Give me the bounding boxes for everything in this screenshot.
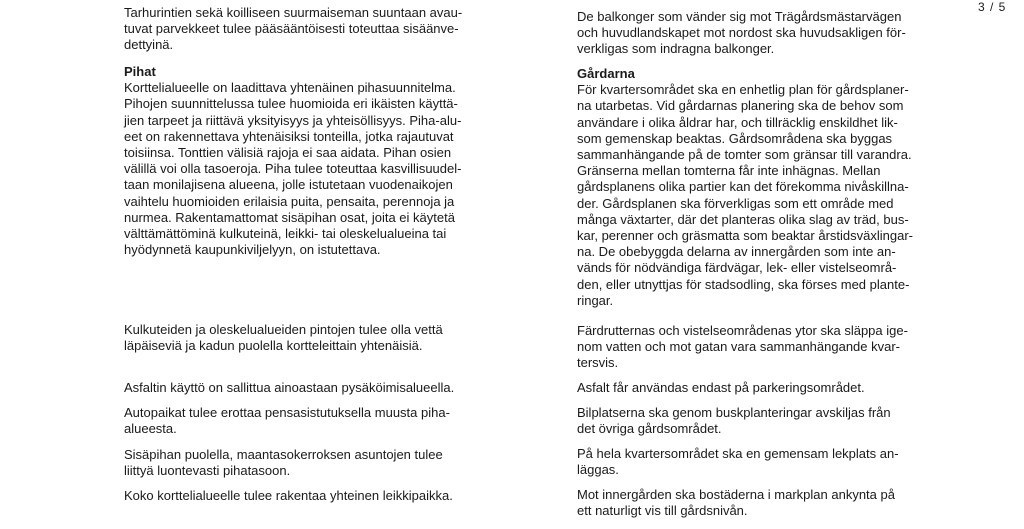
text-line: nurmea. Rakentamattomat sisäpihan osat, joita ei käytetä (124, 209, 455, 225)
text-line: toisiinsa. Tonttien välisiä rajoja ei saa aidata. Pihan osien (124, 145, 452, 161)
text-line: Koko korttelialueelle tulee rakentaa yhteinen leikkipaikka. (124, 488, 453, 503)
text-line: sammanhängande på de tomter som gränsar till varandra. (577, 147, 912, 163)
text-line: der. Gårdsplanen ska förverkligas som ett område med (577, 195, 894, 211)
text-line: ringar. (577, 292, 614, 308)
paragraph-parking (577, 405, 997, 437)
text-line: den, eller utnyttjas för stadsodling, ska förses med plante- (577, 276, 910, 292)
paragraph-surfaces (577, 323, 997, 372)
paragraph-intro (124, 5, 544, 54)
text-line: Mot innergården ska bostäderna i markplan ankynta på (577, 487, 895, 502)
text-line: vaihtelu huomioiden erilaisia puita, pensaita, perennoja ja (124, 193, 455, 209)
text-line: Autopaikat tulee erottaa pensasistutuksella muusta piha- (124, 405, 450, 420)
paragraph-asphalt (124, 380, 544, 396)
text-line: na. De obebyggda delarna av innergården som inte an- (577, 244, 896, 260)
text-line: taan monilajisena alueena, jolle istutetaan vuodenaikojen (124, 177, 453, 193)
section-heading: Pihat (124, 64, 156, 79)
paragraph-intro (577, 9, 997, 58)
text-line: många växtarter, där det planteras olika slag av träd, bus- (577, 211, 909, 227)
section-courtyards (577, 66, 997, 309)
text-line: na utarbetas. Vid gårdarnas planering ska de behov som (577, 98, 904, 114)
paragraph-playground (124, 488, 544, 504)
text-line: läpäiseviä ja kadun puolella kortteleittain yhtenäisiä. (124, 338, 423, 354)
text-line: För kvartersområdet ska en enhetlig plan för gårdsplaner- (577, 82, 909, 98)
text-line: Korttelialueelle on laadittava yhtenäinen pihasuunnitelma. (124, 80, 456, 96)
paragraph-asphalt (577, 380, 997, 396)
text-line: alueesta. (124, 421, 177, 437)
text-line: Bilplatserna ska genom buskplanteringar avskiljas från (577, 405, 891, 420)
text-line: och huvudlandskapet mot nordost ska huvudsakligen för- (577, 25, 906, 41)
text-line: Asfaltin käyttö on sallittua ainoastaan pysäköimisalueella. (124, 380, 455, 395)
text-line: tersvis. (577, 355, 619, 371)
text-line: kar, perenner och gräsmatta som beaktar årstidsväxlingar- (577, 228, 913, 244)
text-line: tuvat parvekkeet tulee pääsääntöisesti toteuttaa sisäänve- (124, 21, 459, 37)
text-line: Pihojen suunnittelussa tulee huomioida eri ikäisten käyttä- (124, 96, 458, 112)
text-line: läggas. (577, 462, 619, 478)
text-line: välttämättöminä kulkuteinä, leikki- tai oleskelualueina tai (124, 226, 447, 242)
text-line: det övriga gårdsområdet. (577, 421, 722, 437)
text-line: Färdrutternas och vistelseområdenas ytor ska släppa ige- (577, 323, 908, 338)
paragraph-ground-floor (577, 446, 997, 478)
text-line: eet on rakennettava yhtenäisiksi tonteilla, jotka rajautuvat (124, 128, 454, 144)
text-line: välillä voi olla tasoeroja. Piha tulee toteuttaa kasvillisuudel- (124, 161, 462, 177)
text-line: gårdsplanens olika partier kan det förekomma nivåskillna- (577, 179, 909, 195)
text-line: som gemenskap beaktas. Gårdsområdena ska byggas (577, 130, 893, 146)
paragraph-playground (577, 487, 997, 519)
text-line: Sisäpihan puolella, maantasokerroksen asuntojen tulee (124, 447, 443, 462)
text-line: Tarhurintien sekä koilliseen suurmaiseman suuntaan avau- (124, 5, 463, 20)
text-line: hyödynnetä kaupunkiviljelyyn, on istutettava. (124, 242, 381, 258)
section-courtyards (124, 64, 544, 258)
paragraph-ground-floor (124, 447, 544, 479)
text-line: liittyä luontevasti pihatasoon. (124, 463, 291, 479)
text-line: vänds för nödvändiga färdvägar, lek- eller vistelseområ- (577, 260, 897, 276)
text-line: dettyinä. (124, 37, 174, 53)
section-heading: Gårdarna (577, 66, 635, 81)
text-line: användare i olika åldrar har, och tillräcklig enskildhet lik- (577, 114, 898, 130)
text-line: Gränserna mellan tomterna får inte inhägnas. Mellan (577, 163, 881, 179)
text-line: De balkonger som vänder sig mot Trägårdsmästarvägen (577, 9, 902, 24)
paragraph-surfaces (124, 322, 544, 354)
text-line: Kulkuteiden ja oleskelualueiden pintojen tulee olla vettä (124, 322, 443, 337)
text-line: Asfalt får användas endast på parkeringsområdet. (577, 380, 865, 395)
text-line: verkligas som indragna balkonger. (577, 41, 775, 57)
paragraph-parking (124, 405, 544, 437)
text-line: ett naturligt vis till gårdsnivån. (577, 503, 748, 519)
text-line: jien tarpeet ja riittävä yksityisyys ja yhteisöllisyys. Piha-alu- (124, 112, 462, 128)
text-line: nom vatten och mot gatan vara sammanhängande kvar- (577, 339, 901, 355)
page-number: 3 / 5 (978, 0, 1007, 14)
text-line: På hela kvartersområdet ska en gemensam lekplats an- (577, 446, 899, 461)
